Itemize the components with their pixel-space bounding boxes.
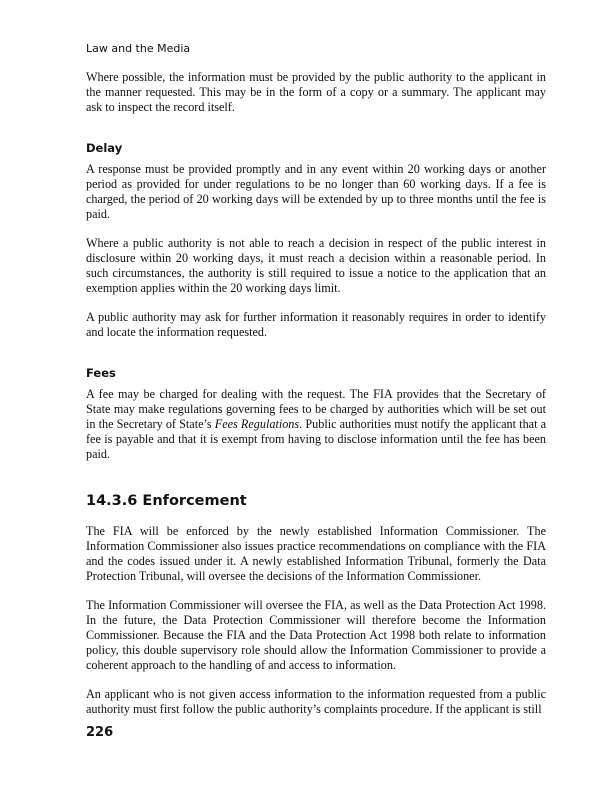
delay-heading: Delay: [86, 141, 123, 155]
page-number: 226: [86, 725, 114, 740]
enforcement-paragraph-2: The Information Commissioner will oversee the FIA, as well as the Data Protection Act 1998. In the future, the Data Protection Commissioner will therefore become the Information Commissioner. Because the FIA and the Data Protection Act 1998 both relate to information policy, this double supervisory role should allow the Information Commissioner to provide a coherent approach to the handling of and access to information.: [86, 598, 546, 672]
delay-paragraph-3: A public authority may ask for further information it reasonably requires in order to identify and locate the information requested.: [86, 310, 546, 339]
enforcement-paragraph-1: The FIA will be enforced by the newly established Information Commissioner. The Information Commissioner also issues practice recommendations on compliance with the FIA and the codes issued under it. A newly established Information Tribunal, formerly the Data Protection Tribunal, will oversee the decisions of the Information Commissioner.: [86, 524, 546, 583]
intro-paragraph: Where possible, the information must be provided by the public authority to the applicant in the manner requested. This may be in the form of a copy or a summary. The applicant may ask to inspect the record itself.: [86, 70, 546, 114]
fees-paragraph-1: [86, 387, 546, 462]
fees-text-end: . Public authorities must notify the applicant that a fee is payable and that it is exempt from having to disclose information until the fee has been paid.: [86, 417, 547, 461]
enforcement-paragraph-3: An applicant who is not given access information to the information requested from a public authority must first follow the public authority’s complaints procedure. If the applicant is still: [86, 687, 546, 716]
fees-text-start: A fee may be charged for dealing with the request. The FIA provides that the Secretary of State may make regulations governing fees to be charged by authorities which will be set out in the Secretary of State’s: [86, 387, 546, 431]
fees-heading: Fees: [86, 366, 116, 380]
fees-regulations-title: Fees Regulations: [214, 417, 300, 431]
delay-paragraph-1: A response must be provided promptly and in any event within 20 working days or another period as provided for under regulations to be no longer than 60 working days. If a fee is charged, the period of 20 working days will be extended by up to three months until the fee is paid.: [86, 162, 546, 221]
running-head: Law and the Media: [86, 42, 191, 55]
enforcement-heading: 14.3.6 Enforcement: [86, 493, 247, 509]
delay-paragraph-2: Where a public authority is not able to reach a decision in respect of the public interest in disclosure within 20 working days, it must reach a decision within a reasonable period. In such circumstances, the authority is still required to issue a notice to the application that an exemption applies within the 20 working days limit.: [86, 236, 546, 295]
